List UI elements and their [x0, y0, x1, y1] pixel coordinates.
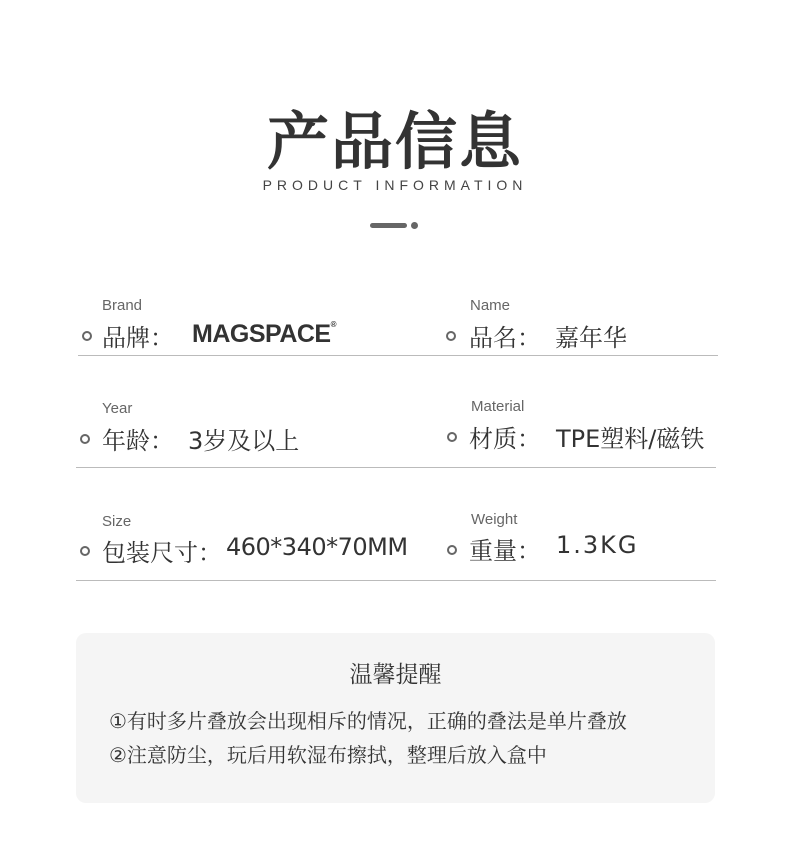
tips-box — [76, 633, 715, 803]
spec-material-value: TPE塑料/磁铁 — [556, 425, 705, 453]
spec-size-value: 460*340*70MM — [226, 533, 408, 561]
spec-material-en: Material — [471, 398, 525, 415]
spec-brand-label: 品牌： — [102, 324, 174, 352]
page-title: 产品信息 — [266, 105, 523, 178]
brand-logo-text: MAGSPACE — [192, 320, 331, 348]
spec-year-label: 年龄： — [102, 427, 174, 455]
title-decoration-dot — [411, 222, 418, 229]
tips-line: ②注意防尘，玩后用软湿布擦拭，整理后放入盒中 — [109, 743, 547, 767]
bullet-icon — [447, 432, 457, 442]
spec-year-en: Year — [102, 400, 133, 417]
spec-year-value: 3岁及以上 — [188, 427, 300, 455]
spec-name-value: 嘉年华 — [555, 324, 627, 352]
brand-logo — [192, 320, 336, 349]
spec-weight-en: Weight — [471, 511, 518, 528]
divider — [76, 580, 716, 581]
spec-brand-en: Brand — [102, 297, 143, 314]
spec-weight-value: 1.3KG — [556, 531, 639, 559]
divider — [78, 355, 718, 356]
spec-size-en: Size — [102, 513, 132, 530]
tips-line: ①有时多片叠放会出现相斥的情况，正确的叠法是单片叠放 — [109, 709, 627, 733]
spec-material-label: 材质： — [469, 425, 541, 453]
tips-title: 温馨提醒 — [349, 662, 442, 688]
spec-weight-label: 重量： — [469, 537, 541, 565]
spec-name-en: Name — [470, 297, 511, 314]
title-decoration-bar — [370, 223, 407, 228]
bullet-icon — [80, 546, 90, 556]
bullet-icon — [80, 434, 90, 444]
divider — [76, 467, 716, 468]
bullet-icon — [82, 331, 92, 341]
page-subtitle: PRODUCT INFORMATION — [262, 177, 528, 193]
spec-name-label: 品名： — [469, 324, 541, 352]
bullet-icon — [446, 331, 456, 341]
bullet-icon — [447, 545, 457, 555]
registered-mark: ® — [330, 320, 337, 329]
spec-size-label: 包装尺寸： — [102, 539, 222, 567]
